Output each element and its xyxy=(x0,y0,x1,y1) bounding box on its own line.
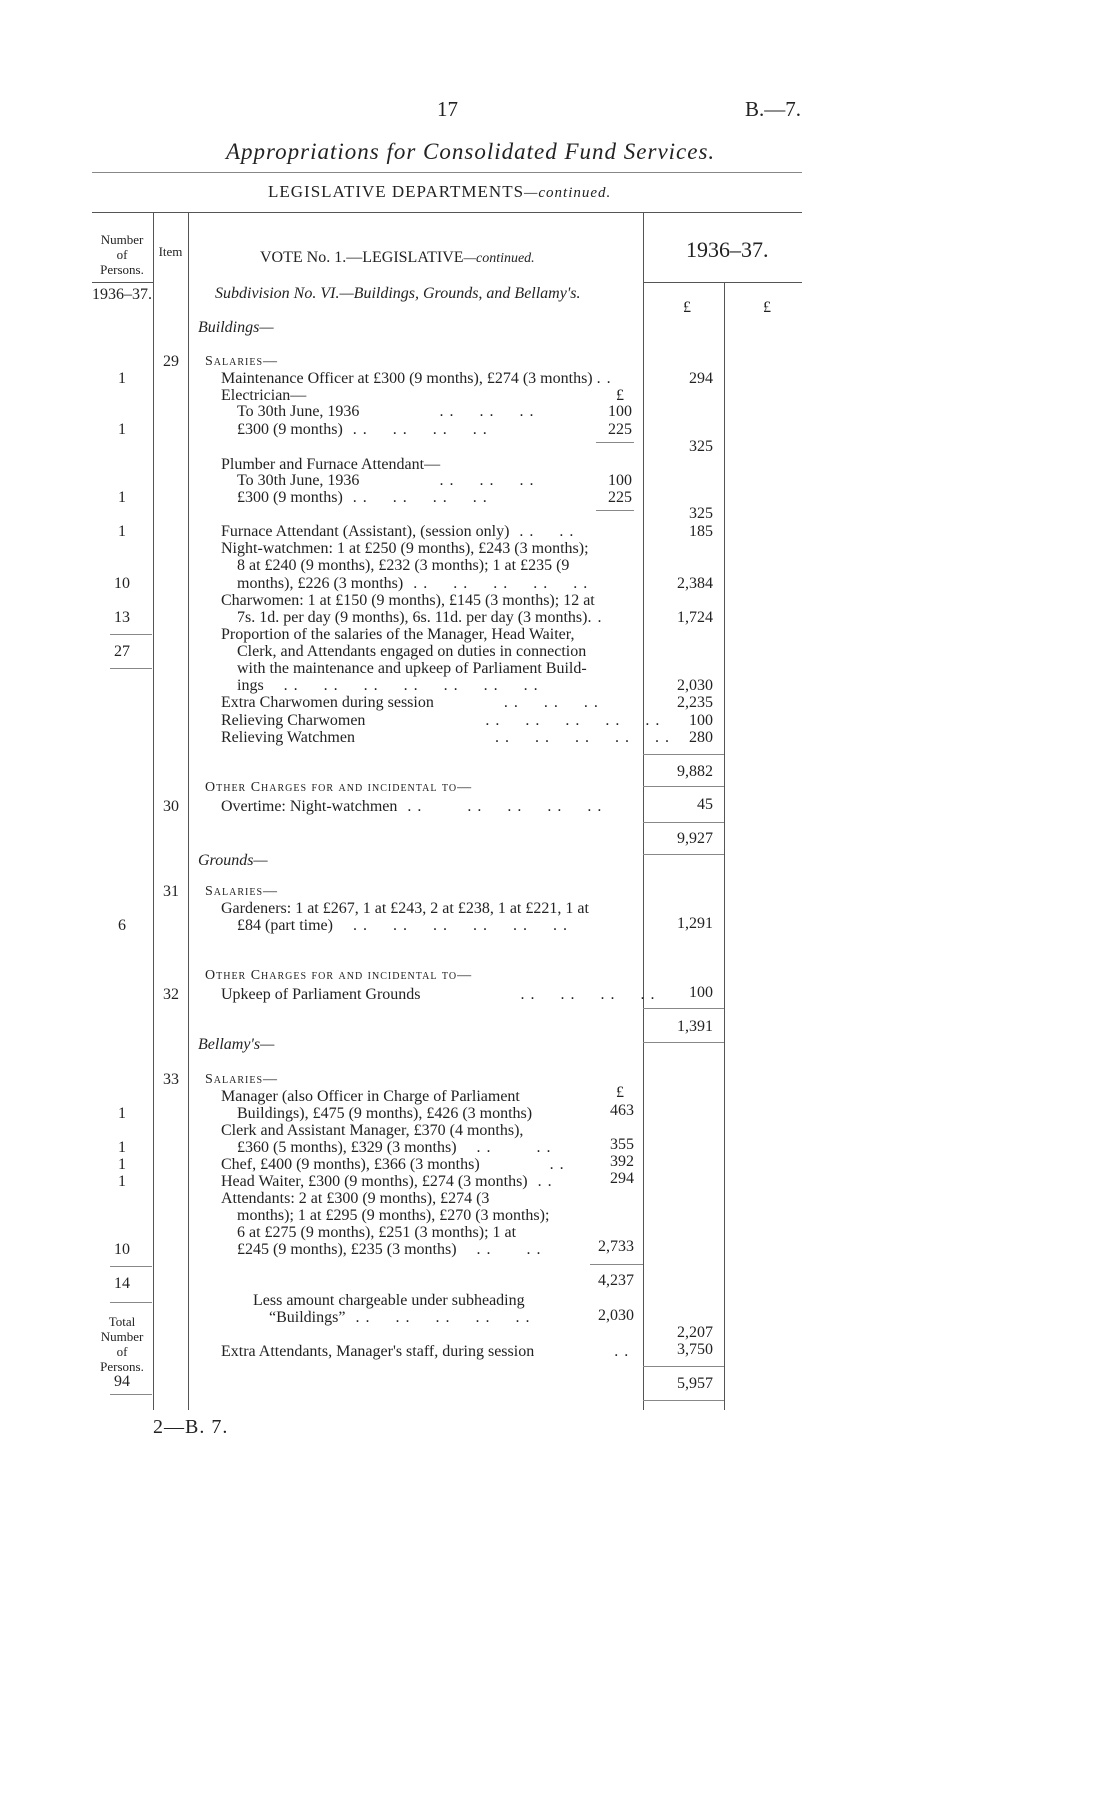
persons-clerk: 1 xyxy=(118,1139,126,1156)
plumber-rule xyxy=(596,510,634,511)
line-proportion-3: with the maintenance and upkeep of Parliament Build- xyxy=(237,660,587,677)
line-plumber-a: To 30th June, 1936 .. .. .. xyxy=(237,472,540,489)
attendants-4-text: £245 (9 months), £235 (3 months) xyxy=(237,1241,457,1258)
head-waiter-text: Head Waiter, £300 (9 months), £274 (3 months) xyxy=(221,1173,528,1190)
section-buildings: Buildings— xyxy=(198,319,274,336)
item-32-heading: Other Charges for and incidental to— xyxy=(205,968,473,983)
persons-chef: 1 xyxy=(118,1156,126,1173)
page-number: 17 xyxy=(437,97,458,121)
header-number: Number xyxy=(100,232,144,247)
line-attendants-4: £245 (9 months), £235 (3 months) .. .. xyxy=(237,1241,547,1258)
amount-relieving-watchmen: 280 xyxy=(689,729,713,746)
line-less-1: Less amount chargeable under subheading xyxy=(253,1292,525,1309)
persons-year: 1936–37. xyxy=(92,286,152,303)
pound-sign-29: £ xyxy=(616,387,624,404)
header-of: of xyxy=(116,247,128,262)
header-top-rule xyxy=(92,212,802,213)
maintenance-text: Maintenance Officer at £300 (9 months), £274 (3 months) xyxy=(221,370,593,387)
sub-electrician-a: 100 xyxy=(608,403,632,420)
electrician-rule xyxy=(596,442,634,443)
bellamys-total-rule-bottom xyxy=(643,1400,724,1401)
total-label-number: Number xyxy=(100,1329,144,1344)
sub-less-buildings: 2,030 xyxy=(598,1307,634,1324)
line-charwomen-1: Charwomen: 1 at £150 (9 months), £145 (3 months); 12 at xyxy=(221,592,595,609)
item-number-29: 29 xyxy=(163,353,179,370)
subdivision-title: Subdivision No. VI.—Buildings, Grounds, and Bellamy's. xyxy=(215,285,581,302)
pound-column-1: £ xyxy=(683,299,691,316)
persons-furnace-assistant: 1 xyxy=(118,523,126,540)
amount-extra-charwomen: 2,235 xyxy=(677,694,713,711)
item-number-30: 30 xyxy=(163,798,179,815)
persons-column-rule xyxy=(153,212,154,1410)
relieving-watchmen-text: Relieving Watchmen xyxy=(221,729,355,746)
year-underline xyxy=(643,282,802,283)
amount-upkeep: 100 xyxy=(689,984,713,1001)
extra-charwomen-text: Extra Charwomen during session xyxy=(221,694,434,711)
item-33-heading: Salaries— xyxy=(205,1072,279,1087)
persons-maintenance: 1 xyxy=(118,370,126,387)
page-title: Appropriations for Consolidated Fund Services. xyxy=(226,139,716,164)
persons-electrician: 1 xyxy=(118,421,126,438)
plumber-a-text: To 30th June, 1936 xyxy=(237,472,360,489)
persons-subtotal-33: 14 xyxy=(114,1275,130,1292)
line-plumber: Plumber and Furnace Attendant— xyxy=(221,456,441,473)
line-electrician-a: To 30th June, 1936 .. .. .. xyxy=(237,403,540,420)
item-column-rule xyxy=(188,212,189,1410)
persons-subtotal-rule-bottom xyxy=(110,668,152,669)
amount-furnace-assistant: 185 xyxy=(689,523,713,540)
line-upkeep: Upkeep of Parliament Grounds .. .. .. .. xyxy=(221,986,661,1003)
line-nightwatchmen-1: Night-watchmen: 1 at £250 (9 months), £243 (3 months); xyxy=(221,540,589,557)
line-head-waiter: Head Waiter, £300 (9 months), £274 (3 months) .. xyxy=(221,1173,558,1190)
section-bellamys: Bellamy's— xyxy=(198,1036,275,1053)
line-proportion-2: Clerk, and Attendants engaged on duties in connection xyxy=(237,643,587,660)
header-persons: Persons. xyxy=(100,262,144,277)
grounds-total-rule xyxy=(643,1008,724,1009)
bellamys-total-rule xyxy=(643,1366,724,1367)
amount-buildings-total: 9,927 xyxy=(677,830,713,847)
persons-header-rule xyxy=(92,282,153,283)
item-number-33: 33 xyxy=(163,1071,179,1088)
amount-overtime: 45 xyxy=(697,796,713,813)
line-extra-charwomen: Extra Charwomen during session .. .. .. xyxy=(221,694,604,711)
persons-nightwatchmen: 10 xyxy=(114,575,130,592)
page-footer: 2—B. 7. xyxy=(153,1416,229,1438)
amount-maintenance: 294 xyxy=(689,370,713,387)
pound-column-2: £ xyxy=(763,299,771,316)
item-header: Item xyxy=(158,244,183,259)
line-manager-2: Buildings), £475 (9 months), £426 (3 months) xyxy=(237,1105,533,1122)
line-attendants-2: months); 1 at £295 (9 months), £270 (3 months); xyxy=(237,1207,550,1224)
furnace-assistant-text: Furnace Attendant (Assistant), (session only) xyxy=(221,523,510,540)
clerk-2-text: £360 (5 months), £329 (3 months) xyxy=(237,1139,457,1156)
item-number-31: 31 xyxy=(163,883,179,900)
persons-gardeners: 6 xyxy=(118,917,126,934)
electrician-a-text: To 30th June, 1936 xyxy=(237,403,360,420)
line-attendants-3: 6 at £275 (9 months), £251 (3 months); 1 at xyxy=(237,1224,517,1241)
plumber-b-text: £300 (9 months) xyxy=(237,489,343,506)
sub-plumber-b: 225 xyxy=(608,489,632,506)
amount-extra-attendants: 3,750 xyxy=(677,1341,713,1358)
amount-item-29-total: 9,882 xyxy=(677,763,713,780)
line-chef: Chef, £400 (9 months), £366 (3 months) .. xyxy=(221,1156,570,1173)
line-manager-1: Manager (also Officer in Charge of Parliament xyxy=(221,1088,520,1105)
grounds-total-rule-bottom xyxy=(643,1042,724,1043)
item-30-heading: Other Charges for and incidental to— xyxy=(205,780,473,795)
vote-title-suffix: —continued. xyxy=(463,251,535,266)
persons-subtotal-29: 27 xyxy=(114,643,130,660)
sub-manager: 463 xyxy=(610,1102,634,1119)
upkeep-text: Upkeep of Parliament Grounds xyxy=(221,986,421,1003)
line-relieving-charwomen: Relieving Charwomen .. .. .. .. .. xyxy=(221,712,666,729)
line-relieving-watchmen: Relieving Watchmen .. .. .. .. .. xyxy=(221,729,675,746)
buildings-total-rule-bottom xyxy=(643,854,724,855)
line-attendants-1: Attendants: 2 at £300 (9 months), £274 (3 xyxy=(221,1190,490,1207)
amount-relieving-charwomen: 100 xyxy=(689,712,713,729)
line-gardeners-2: £84 (part time) .. .. .. .. .. .. xyxy=(237,917,573,934)
gardeners-2-text: £84 (part time) xyxy=(237,917,333,934)
buildings-total-rule xyxy=(643,822,724,823)
vote-title-text: VOTE No. 1.—LEGISLATIVE xyxy=(260,249,464,266)
chef-text: Chef, £400 (9 months), £366 (3 months) xyxy=(221,1156,480,1173)
item-31-heading: Salaries— xyxy=(205,884,279,899)
total-label-of: of xyxy=(116,1344,128,1359)
line-nightwatchmen-3: months), £226 (3 months) .. .. .. .. .. xyxy=(237,575,594,592)
extra-attendants-text: Extra Attendants, Manager's staff, during session xyxy=(221,1343,535,1360)
amount2-column-rule xyxy=(724,282,725,1410)
department-suffix: —continued. xyxy=(524,185,612,201)
total-label-persons: Persons. xyxy=(100,1359,144,1374)
bellamys-persons-rule-top xyxy=(110,1266,152,1267)
overtime-text: Overtime: Night-watchmen xyxy=(221,798,398,815)
sub-electrician-b: 225 xyxy=(608,421,632,438)
pound-sign-33: £ xyxy=(616,1084,624,1101)
less-2-text: “Buildings” xyxy=(269,1309,346,1326)
line-proportion-4: ings .. .. .. .. .. .. .. xyxy=(237,677,544,694)
item-number-32: 32 xyxy=(163,986,179,1003)
relieving-charwomen-text: Relieving Charwomen xyxy=(221,712,366,729)
line-less-2: “Buildings” .. .. .. .. .. xyxy=(269,1309,536,1326)
line-nightwatchmen-2: 8 at £240 (9 months), £232 (3 months); 1 at £235 (9 xyxy=(237,557,570,574)
line-electrician: Electrician— xyxy=(221,387,307,404)
total-label-total: Total xyxy=(108,1314,136,1329)
persons-charwomen: 13 xyxy=(114,609,130,626)
document-reference: B.—7. xyxy=(745,97,802,121)
electrician-b-text: £300 (9 months) xyxy=(237,421,343,438)
amount-charwomen: 1,724 xyxy=(677,609,713,626)
item-29-total-rule-bottom xyxy=(643,786,724,787)
total-persons-rule xyxy=(110,1394,152,1395)
amount-grounds-total: 1,391 xyxy=(677,1018,713,1035)
bellamys-persons-rule-bottom xyxy=(110,1302,152,1303)
vote-title xyxy=(260,249,535,267)
section-grounds: Grounds— xyxy=(198,852,268,869)
sub-bellamys-subtotal: 4,237 xyxy=(598,1272,634,1289)
item-29-total-rule xyxy=(643,754,724,755)
amount-plumber: 325 xyxy=(689,505,713,522)
department-heading xyxy=(268,182,611,202)
sub-attendants: 2,733 xyxy=(598,1238,634,1255)
sub-plumber-a: 100 xyxy=(608,472,632,489)
line-clerk-1: Clerk and Assistant Manager, £370 (4 months), xyxy=(221,1122,524,1139)
item-29-heading: Salaries— xyxy=(205,354,279,369)
bellamys-subtotal-rule xyxy=(590,1264,643,1265)
line-electrician-b: £300 (9 months) .. .. .. .. xyxy=(237,421,493,438)
persons-head-waiter: 1 xyxy=(118,1173,126,1190)
line-maintenance-officer: Maintenance Officer at £300 (9 months), £274 (3 months) .. xyxy=(221,370,617,387)
persons-attendants: 10 xyxy=(114,1241,130,1258)
persons-plumber: 1 xyxy=(118,489,126,506)
line-overtime: Overtime: Night-watchmen .. .. .. .. .. xyxy=(221,798,608,815)
line-charwomen-2: 7s. 1d. per day (9 months), 6s. 11d. per day (3 months).. xyxy=(237,609,608,626)
charwomen-2-text: 7s. 1d. per day (9 months), 6s. 11d. per day (3 months) xyxy=(237,609,588,626)
title-rule xyxy=(92,172,802,173)
nightwatchmen-3-text: months), £226 (3 months) xyxy=(237,575,404,592)
persons-manager: 1 xyxy=(118,1105,126,1122)
persons-subtotal-rule-top xyxy=(110,634,152,635)
amount-gardeners: 1,291 xyxy=(677,915,713,932)
line-extra-attendants: Extra Attendants, Manager's staff, during session .. xyxy=(221,1343,635,1360)
line-clerk-2: £360 (5 months), £329 (3 months) .. .. xyxy=(237,1139,557,1156)
line-proportion-1: Proportion of the salaries of the Manager, Head Waiter, xyxy=(221,626,575,643)
sub-chef: 392 xyxy=(610,1153,634,1170)
amount-electrician: 325 xyxy=(689,438,713,455)
total-persons-label xyxy=(92,1314,152,1374)
line-gardeners-1: Gardeners: 1 at £267, 1 at £243, 2 at £238, 1 at £221, 1 at xyxy=(221,900,589,917)
sub-clerk: 355 xyxy=(610,1136,634,1153)
proportion-4-text: ings xyxy=(237,677,264,694)
amount-bellamys-net: 2,207 xyxy=(677,1324,713,1341)
year-header: 1936–37. xyxy=(686,237,769,262)
line-furnace-assistant: Furnace Attendant (Assistant), (session only) .. .. xyxy=(221,523,580,540)
amount-bellamys-total: 5,957 xyxy=(677,1375,713,1392)
total-persons: 94 xyxy=(114,1373,130,1390)
department-name: LEGISLATIVE DEPARTMENTS xyxy=(268,182,525,201)
line-plumber-b: £300 (9 months) .. .. .. .. xyxy=(237,489,493,506)
amount-nightwatchmen: 2,384 xyxy=(677,575,713,592)
amount-proportion: 2,030 xyxy=(677,677,713,694)
sub-head-waiter: 294 xyxy=(610,1170,634,1187)
number-of-persons-header xyxy=(92,232,152,277)
